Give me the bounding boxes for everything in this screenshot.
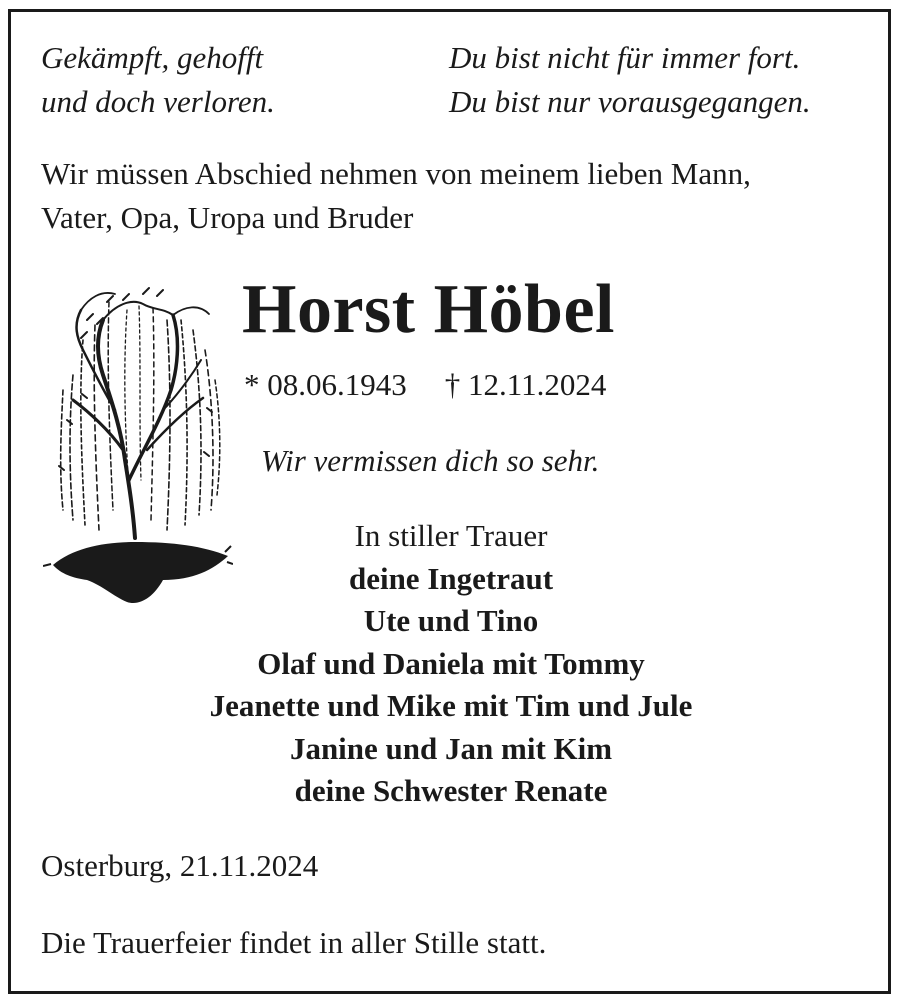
mourner-line: Jeanette und Mike mit Tim und Jule xyxy=(209,688,693,723)
mourner-line: Ute und Tino xyxy=(363,603,539,638)
verse-left xyxy=(41,36,275,124)
intro-line: Vater, Opa, Uropa und Bruder xyxy=(41,200,414,235)
ceremony-note: Die Trauerfeier findet in aller Stille statt. xyxy=(41,925,547,960)
verse-right-line: Du bist nur vorausgegangen. xyxy=(449,84,811,119)
verse-left-line: Gekämpft, gehofft xyxy=(41,40,264,75)
farewell-intro xyxy=(41,152,751,240)
place-and-date: Osterburg, 21.11.2024 xyxy=(41,848,319,883)
life-dates xyxy=(244,363,606,407)
mourner-line: Olaf und Daniela mit Tommy xyxy=(257,645,645,681)
remembrance-quote: Wir vermissen dich so sehr. xyxy=(261,443,600,478)
obituary-notice xyxy=(8,9,891,994)
mourning-heading: In stiller Trauer xyxy=(354,518,548,553)
mourners-list xyxy=(101,515,801,813)
death-date: † 12.11.2024 xyxy=(444,367,607,402)
verse-left-line: und doch verloren. xyxy=(41,84,275,119)
mourner-line: deine Schwester Renate xyxy=(294,773,608,808)
verse-right-line: Du bist nicht für immer fort. xyxy=(449,40,801,75)
deceased-name: Horst Höbel xyxy=(242,271,615,348)
birth-date: * 08.06.1943 xyxy=(244,367,407,402)
verse-right xyxy=(449,36,811,124)
intro-line: Wir müssen Abschied nehmen von meinem lieben Mann, xyxy=(41,156,751,191)
mourner-line: deine Ingetraut xyxy=(348,560,554,596)
mourner-line: Janine und Jan mit Kim xyxy=(289,730,613,766)
